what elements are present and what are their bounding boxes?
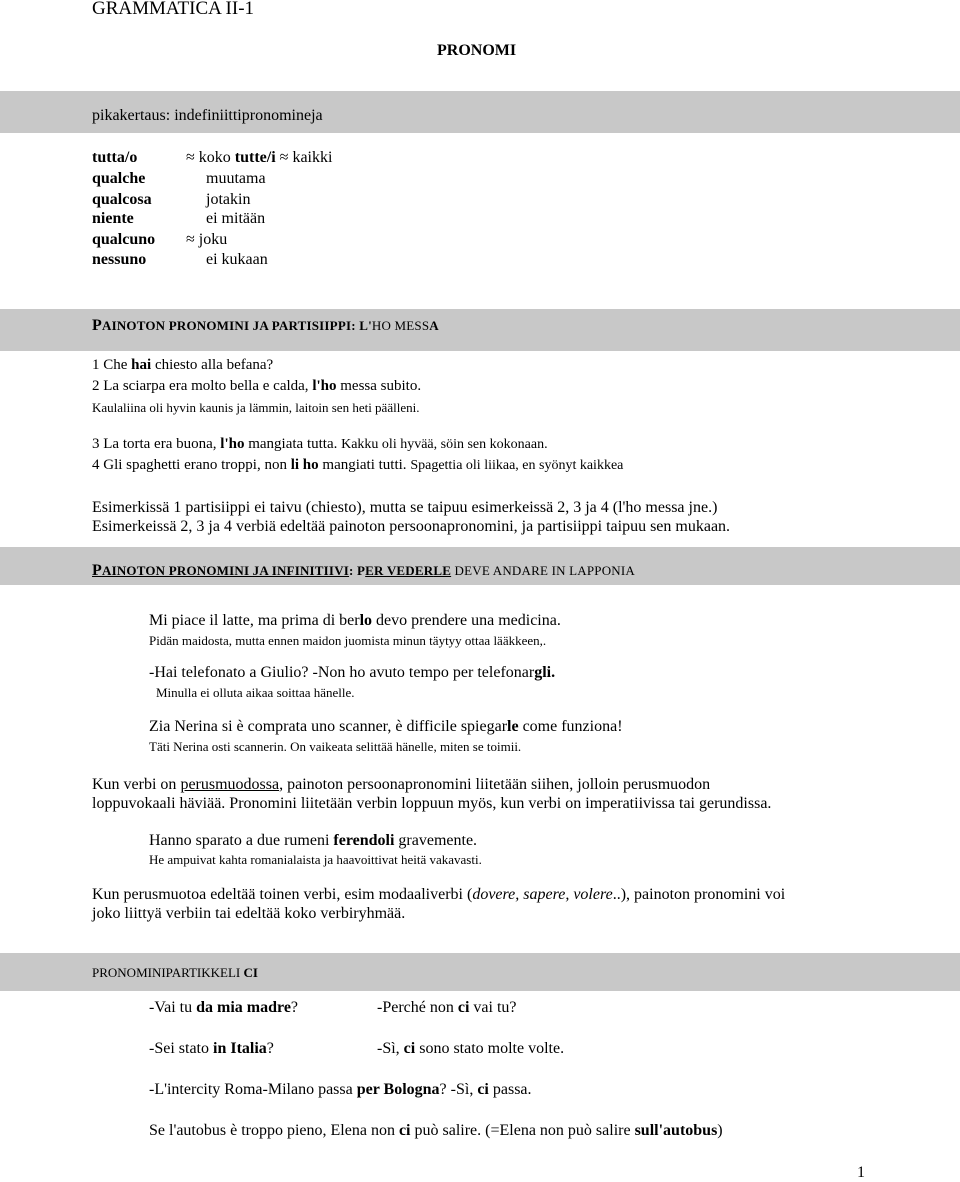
pronoun-it: qualche	[92, 170, 146, 187]
example-3: 3 La torta era buona, l'ho mangiata tutta. Kakku oli hyvää, söin sen kokonaan.	[92, 436, 548, 452]
approx-symbol: ≈	[186, 231, 195, 248]
review-heading: pikakertaus: indefiniittipronomineja	[92, 107, 323, 124]
example-2-translation: Kaulaliina oli hyvin kaunis ja lämmin, laitoin sen heti päälleni.	[92, 400, 420, 415]
explanation-2: Esimerkeissä 2, 3 ja 4 verbiä edeltää painoton persoonapronomini, ja partisiippi taipuu sen mukaan.	[92, 518, 731, 535]
pronoun-it: nessuno	[92, 251, 147, 268]
translation-fi: muutama	[206, 170, 266, 187]
section-title: PRONOMI	[437, 42, 517, 59]
infinitive-example-4-translation: He ampuivat kahta romanialaista ja haavoittivat heitä vakavasti.	[149, 852, 482, 867]
infinitive-explanation-2: Kun perusmuotoa edeltää toinen verbi, esim modaaliverbi (dovere, sapere, volere..), painoton pronomini voi	[92, 886, 786, 903]
approx-symbol: ≈	[186, 149, 195, 166]
infinitive-example-1-translation: Pidän maidosta, mutta ennen maidon juomista minun täytyy ottaa lääkkeen,.	[149, 633, 547, 648]
pronoun-it: niente	[92, 210, 134, 227]
translation-fi: ei kukaan	[206, 251, 268, 268]
page-number: 1	[857, 1164, 865, 1181]
approx-symbol: ≈	[279, 149, 289, 166]
pronoun-it: qualcosa	[92, 191, 152, 208]
pronoun-it: qualcuno	[92, 231, 156, 248]
document-title: GRAMMATICA II-1	[92, 0, 255, 19]
infinitive-example-2-translation: Minulla ei olluta aikaa soittaa hänelle.	[156, 685, 355, 700]
infinitive-example-2: -Hai telefonato a Giulio? -Non ho avuto tempo per telefonargli.	[149, 664, 556, 681]
example-4: 4 Gli spaghetti erano troppi, non li ho mangiati tutti. Spagettia oli liikaa, en syönyt kaikkea	[92, 457, 624, 473]
infinitive-explanation-2-cont: joko liittyä verbiin tai edeltää koko verbiryhmää.	[92, 905, 406, 922]
translation-fi: ≈ joku	[186, 231, 228, 248]
ci-heading: PRONOMINIPARTIKKELI CI	[92, 965, 258, 980]
participle-heading: PAINOTON PRONOMINI JA PARTISIIPPI: L'HO MESSA	[92, 317, 439, 334]
example-1: 1 Che hai chiesto alla befana?	[92, 357, 274, 373]
infinitive-example-1: Mi piace il latte, ma prima di berlo devo prendere una medicina.	[149, 612, 561, 629]
translation-fi: ≈ koko tutte/i ≈ kaikki	[186, 149, 333, 166]
example-2: 2 La sciarpa era molto bella e calda, l'ho messa subito.	[92, 378, 422, 394]
ci-example-4: Se l'autobus è troppo pieno, Elena non ci può salire. (=Elena non può salire sull'autobus)	[149, 1122, 723, 1139]
translation-fi: jotakin	[206, 191, 251, 208]
infinitive-heading: PAINOTON PRONOMINI JA INFINITIIVI: PER VEDERLE DEVE ANDARE IN LAPPONIA	[92, 562, 636, 579]
translation-fi: ei mitään	[206, 210, 266, 227]
ci-example-2-answer: -Sì, ci sono stato molte volte.	[377, 1040, 565, 1057]
infinitive-explanation-1: Kun verbi on perusmuodossa, painoton persoonapronomini liitetään siihen, jolloin perusmuodon	[92, 776, 711, 793]
ci-example-2-question: -Sei stato in Italia?	[149, 1040, 274, 1057]
explanation-1: Esimerkissä 1 partisiippi ei taivu (chiesto), mutta se taipuu esimerkeissä 2, 3 ja 4 (l'ho messa jne.)	[92, 499, 718, 516]
ci-example-1-question: -Vai tu da mia madre?	[149, 999, 299, 1016]
ci-example-1-answer: -Perché non ci vai tu?	[377, 999, 517, 1016]
infinitive-explanation-1-cont: loppuvokaali häviää. Pronomini liitetään verbin loppuun myös, kun verbi on imperatiivissa tai gerundissa.	[92, 795, 772, 812]
ci-example-3: -L'intercity Roma-Milano passa per Bologna? -Sì, ci passa.	[149, 1081, 532, 1098]
infinitive-example-3-translation: Täti Nerina osti scannerin. On vaikeata selittää hänelle, miten se toimii.	[149, 739, 522, 754]
pronoun-it: tutta/o	[92, 149, 138, 166]
infinitive-example-4: Hanno sparato a due rumeni ferendoli gravemente.	[149, 832, 478, 849]
infinitive-example-3: Zia Nerina si è comprata uno scanner, è difficile spiegarle come funziona!	[149, 718, 623, 735]
